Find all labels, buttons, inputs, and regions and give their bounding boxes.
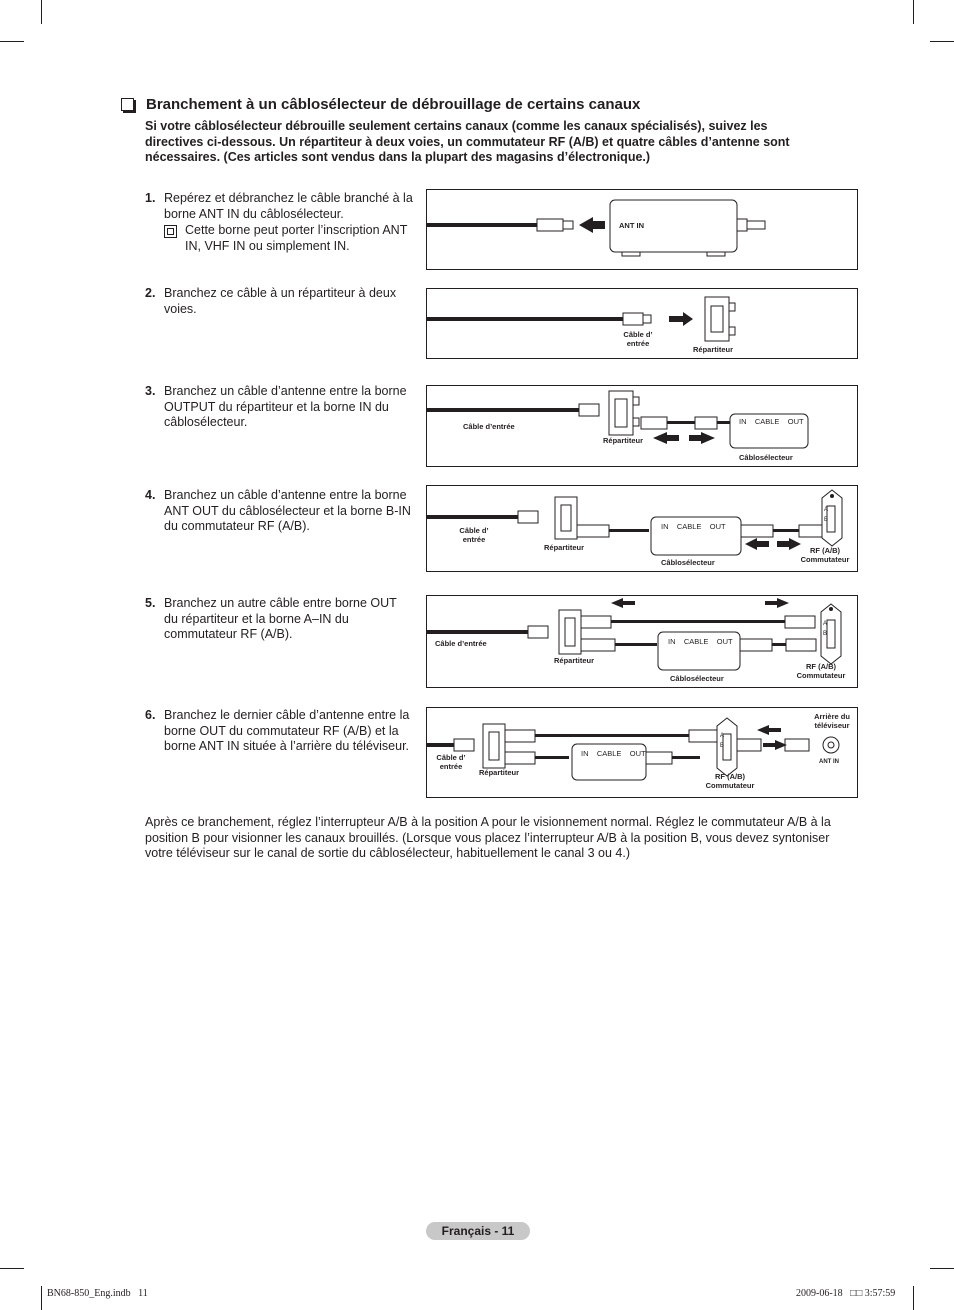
switch-b-label: B (823, 631, 828, 637)
step-number: 4. (145, 488, 156, 502)
splitter-label: Répartiteur (544, 543, 585, 552)
step-number: 1. (145, 191, 156, 205)
switch-a-label: A (720, 733, 725, 739)
closing-paragraph: Après ce branchement, réglez l’interrupteur A/B à la position A pour le visionnement normal. Réglez le commutateur A/B à la position B pour visionner les canaux brouillés. (Lorsque vous placez l’interrupteur A/B à la position B, vous devez syntoniser votre téléviseur sur le canal de sortie du câblosélecteur, habituellement le canal 3 ou 4.) (145, 815, 831, 860)
step-2 (145, 286, 413, 317)
step-3 (145, 384, 413, 431)
splitter-label: Répartiteur (603, 436, 644, 445)
footer-date: 2009-06-18 □□ 3:57:59 (796, 1288, 896, 1299)
step-text: Branchez un autre câble entre borne OUT du répartiteur et la borne A–IN du commutateur RF (A/B). (164, 596, 397, 641)
step-number: 5. (145, 596, 156, 610)
step-number: 3. (145, 384, 156, 398)
step-number: 6. (145, 708, 156, 722)
note-icon (164, 225, 177, 238)
step-6 (145, 708, 413, 755)
cable-label: Câble d’ entrée (436, 753, 466, 771)
cable-box-label: Câblosélecteur (739, 453, 793, 462)
cable-box-label: Câblosélecteur (670, 674, 724, 683)
intro-paragraph: Si votre câblosélecteur débrouille seulement certains canaux (comme les canaux spécialisés), suivez les directives ci-dessous. Un répartiteur à deux voies, un commutateur RF (A/B) et quatre câbles d’antenne sont nécessaires. (Ces articles sont vendus dans la plupart des magasins d’électronique.) (145, 119, 790, 164)
step-text: Repérez et débranchez le câble branché à la borne ANT IN du câblosélecteur. (164, 191, 413, 221)
splitter-label: Répartiteur (554, 656, 595, 665)
switch-a-label: A (823, 621, 828, 627)
splitter-label: Répartiteur (479, 768, 520, 777)
crop-mark (0, 41, 24, 42)
switch-b-label: B (824, 517, 829, 523)
diagram-1 (426, 189, 858, 270)
tv-label: Arrière du téléviseur (814, 712, 850, 730)
cable-label: Câble d’entrée (463, 422, 515, 431)
checkbox-icon (121, 98, 134, 111)
box-ports-label: IN CABLE OUT (661, 522, 726, 531)
crop-mark (41, 0, 42, 24)
page-number-badge: Français - 11 (426, 1222, 530, 1240)
crop-mark (0, 1268, 24, 1269)
tv-ant-in-label: ANT IN (819, 759, 839, 765)
diagram-2 (426, 288, 858, 359)
step-text: Branchez un câble d’antenne entre la borne ANT OUT du câblosélecteur et la borne B-IN du commutateur RF (A/B). (164, 488, 411, 533)
step-text: Branchez le dernier câble d’antenne entre la borne OUT du commutateur RF (A/B) et la borne ANT IN située à l’arrière du téléviseur. (164, 708, 410, 753)
crop-mark (930, 41, 954, 42)
diagram-3 (426, 385, 858, 467)
step-text: Branchez ce câble à un répartiteur à deux voies. (164, 286, 397, 316)
crop-mark (930, 1268, 954, 1269)
splitter-label: Répartiteur (693, 345, 734, 354)
switch-a-label: A (824, 507, 829, 513)
cable-box-label: Câblosélecteur (661, 558, 715, 567)
diagram-5 (426, 595, 858, 688)
step-number: 2. (145, 286, 156, 300)
step-text: Branchez un câble d’antenne entre la borne OUTPUT du répartiteur et la borne IN du câblosélecteur. (164, 384, 407, 429)
cable-label: Câble d’ entrée (459, 526, 489, 544)
cable-label: Câble d’ entrée (623, 330, 653, 348)
cable-label: Câble d’entrée (435, 639, 487, 648)
crop-mark (913, 1286, 914, 1310)
diagram-4 (426, 485, 858, 572)
ant-in-label: ANT IN (619, 221, 644, 230)
crop-mark (913, 0, 914, 24)
diagram-6 (426, 707, 858, 798)
box-ports-label: IN CABLE OUT (581, 749, 646, 758)
step-4 (145, 488, 413, 535)
switch-label: RF (A/B) Commutateur (800, 546, 850, 564)
page-title: Branchement à un câblosélecteur de débrouillage de certains canaux (146, 96, 641, 113)
box-ports-label: IN CABLE OUT (668, 637, 733, 646)
switch-b-label: B (720, 743, 725, 749)
crop-mark (41, 1286, 42, 1310)
footer-file: BN68-850_Eng.indb 11 (47, 1288, 148, 1299)
step-1 (145, 191, 413, 254)
switch-label: RF (A/B) Commutateur (705, 772, 755, 790)
section-heading (121, 96, 640, 113)
switch-label: RF (A/B) Commutateur (796, 662, 846, 680)
note-text: Cette borne peut porter l’inscription ANT IN, VHF IN ou simplement IN. (185, 223, 408, 253)
step-5 (145, 596, 413, 643)
note (164, 223, 413, 254)
box-ports-label: IN CABLE OUT (739, 417, 804, 426)
